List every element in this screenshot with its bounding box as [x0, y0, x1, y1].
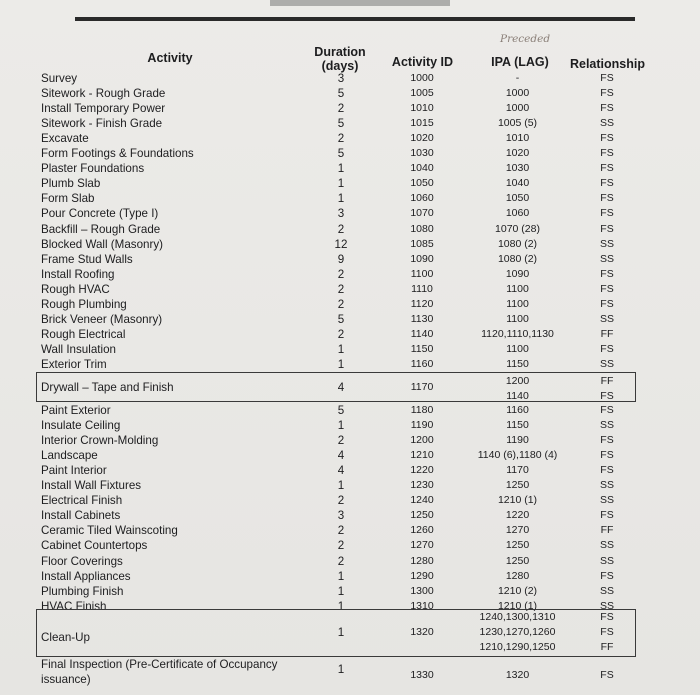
table-row — [0, 87, 700, 102]
activity-name: Plaster Foundations — [41, 162, 145, 176]
activity-name: Exterior Trim — [41, 357, 107, 371]
table-row — [0, 147, 700, 162]
relationship: SS — [599, 117, 614, 130]
relationship: FS — [600, 569, 614, 582]
activity-id: 1240 — [410, 494, 434, 507]
activity-name: Sitework - Finish Grade — [41, 117, 163, 131]
activity-id: 1110 — [411, 282, 433, 295]
activity-name: Frame Stud Walls — [41, 252, 133, 266]
activity-id: 1090 — [410, 252, 434, 265]
relationship: FS — [600, 404, 614, 416]
table-row-drywall: Drywall – Tape and Finish 4 1170 — [41, 381, 434, 394]
activity-name: Brick Veneer (Masonry) — [41, 312, 163, 326]
ipa-lag: 1210 (2) — [497, 584, 538, 597]
table-row-cleanup: Clean-Up 1 1320 — [41, 626, 434, 644]
table-row — [0, 464, 700, 479]
table-row — [0, 72, 700, 87]
activity-name: Cabinet Countertops — [41, 539, 148, 553]
table-row — [0, 343, 700, 358]
document-page: Activity Duration (days) Activity ID Preceded IPA (LAG) Relationship Survey 3 1000 - FS Sitework - Rough Grade 5 1005 1000 FS Install Temporary Power 2 1010 1000 FS Sitework - Finish Grade 5 1015 1005 (5) SS Excavate 2 1020 1010 FS Form Footings & Foundations 5 1030 1020 FS Plaster Foundations 1 1040 1030 FS Plumb Slab 1 1050 1040 FS Form Slab 1 1060 1050 FS Pour Concrete (Type I) 3 1070 1060 FS Backfill – Rough Grade 2 1080 1070 (28) FS Blocked Wall (Masonry) 12 1085 1080 (2) SS Frame Stud Walls 9 1090 1080 (2) SS Install Roofing 2 1100 1090 FS Rough HVAC 2 1110 1100 FS Rough Plumbing 2 1120 1100 FS Brick Veneer (Masonry) 5 1130 1100 SS Rough Electrical 2 1140 1120,1110,1130 FF Wall Insulation 1 1150 1100 FS Exterior Trim 1 1160 1150 SS Drywall – Tape and Finish 4 1170 1200 1140 FF FS Paint Exterior 5 1180 1160 FS Insulate Ceiling 1 1190 1150 SS Interior Crown-Molding 2 1200 1190 FS Landscape 4 1210 1140 (6),1180 (4) FS Paint Interior 4 1220 1170 FS Install Wall Fixtures 1 1230 1250 SS Electrical Finish 2 1240 1210 (1) SS Install Cabinets 3 1250 1220 FS Ceramic Tiled Wainscoting 2 1260 1270 FF Cabinet Countertops 2 1270 1250 SS Floor Coverings 2 1280 1250 SS Install Appliances 1 1290 1280 FS Plumbing Finish 1 1300 1210 (2) SS HVAC Finish 1 1310 1210 (1) SS Clean-Up 1 1320 1240,1300,1310 1230,1270,1260 1210,1290,1250 FS FS FF Final Inspection (Pre-Certificate of Occupancy issuance) 1 1330 1320 FS — [0, 0, 700, 695]
activity-name: Survey — [41, 72, 78, 85]
relationship: FS — [600, 87, 614, 100]
ipa-lag: 1100 — [506, 312, 529, 325]
activity-id: 1260 — [410, 524, 434, 537]
relationship: FS — [600, 267, 614, 280]
activity-id: 1030 — [410, 147, 434, 160]
relationship: FS — [600, 162, 614, 175]
activity-id: 1020 — [410, 132, 434, 145]
activity-id: 1160 — [410, 357, 434, 370]
relationship: SS — [599, 599, 614, 612]
duration: 4 — [337, 464, 345, 478]
ipa-lag: 1140 (6),1180 (4) — [477, 449, 558, 462]
relationship: SS — [599, 539, 614, 552]
duration: 2 — [337, 434, 345, 448]
duration: 1 — [337, 342, 345, 356]
ipa-lag: 1010 — [505, 132, 530, 145]
activity-id: 1290 — [410, 569, 434, 582]
activity-id: 1070 — [410, 207, 434, 220]
relationship: SS — [599, 494, 614, 507]
duration: 2 — [337, 554, 345, 568]
ipa-lag: 1220 — [505, 509, 530, 522]
relationship: SS — [599, 554, 614, 567]
table-row — [0, 570, 700, 585]
ipa-lag: 1030 — [505, 162, 530, 175]
relationship: SS — [599, 237, 614, 250]
ipa-lag: 1020 — [505, 147, 530, 160]
ipa-lag: 1190 — [506, 434, 529, 447]
duration: 2 — [337, 524, 345, 538]
relationship: SS — [599, 584, 614, 597]
ipa-lag: 1210 (1) — [497, 599, 538, 612]
duration: 1 — [337, 584, 345, 598]
activity-name: Rough Plumbing — [41, 297, 127, 311]
table-row — [0, 449, 700, 464]
header-ipa: IPA (LAG) — [491, 55, 549, 69]
duration: 2 — [337, 539, 345, 553]
table-row — [0, 313, 700, 328]
ipa-lag: 1160 — [506, 404, 529, 416]
duration: 2 — [337, 282, 345, 296]
activity-name: Install Wall Fixtures — [41, 479, 142, 493]
activity-id: 1310 — [410, 599, 434, 612]
relationship: SS — [599, 479, 614, 492]
activity-name: Install Cabinets — [41, 509, 121, 523]
activity-id: 1060 — [410, 192, 434, 205]
duration: 2 — [337, 297, 345, 311]
ipa-lag: 1060 — [505, 207, 530, 220]
activity-id: 1120 — [410, 297, 434, 310]
activity-id: 1150 — [410, 342, 434, 355]
cut-off-heading — [270, 0, 450, 6]
duration: 5 — [337, 147, 345, 161]
relationship: SS — [599, 357, 614, 370]
relationship: SS — [599, 312, 614, 325]
duration: 1 — [337, 177, 345, 191]
duration: 1 — [337, 192, 345, 206]
ipa-lag: 1150 — [506, 357, 529, 370]
activity-name: HVAC Finish — [41, 599, 107, 613]
header-activity-id: Activity ID — [391, 55, 454, 69]
ipa-lag: 1000 — [505, 87, 530, 100]
table-row — [0, 177, 700, 192]
activity-name: Wall Insulation — [41, 342, 116, 356]
activity-id: 1230 — [410, 479, 434, 492]
ipa-lag: 1080 (2) — [497, 237, 538, 250]
table-row — [0, 253, 700, 268]
ipa-lag: 1120,1110,1130 — [481, 327, 554, 340]
activity-name: Insulate Ceiling — [41, 419, 121, 433]
top-rule — [75, 17, 635, 21]
activity-name: Excavate — [41, 132, 89, 146]
table-row — [0, 207, 700, 222]
header-relationship: Relationship — [569, 57, 645, 71]
relationship: SS — [599, 419, 614, 432]
activity-id: 1000 — [410, 72, 434, 84]
table-row — [0, 404, 700, 419]
activity-name: Install Roofing — [41, 267, 115, 281]
activity-name: Plumbing Finish — [41, 584, 124, 598]
activity-name: Paint Interior — [41, 464, 107, 478]
activity-name: Floor Coverings — [41, 554, 123, 568]
ipa-lag: 1100 — [506, 297, 529, 310]
duration: 5 — [337, 404, 345, 417]
activity-id: 1010 — [410, 102, 434, 115]
ipa-lag: 1040 — [505, 177, 530, 190]
ipa-lag: 1170 — [506, 464, 529, 477]
table-row — [0, 132, 700, 147]
table-row — [0, 102, 700, 117]
activity-name: Form Slab — [41, 192, 95, 206]
header-activity: Activity — [147, 51, 193, 65]
relationship: FS — [600, 449, 614, 462]
ipa-lag: 1210 (1) — [497, 494, 538, 507]
activity-id: 1200 — [410, 434, 434, 447]
duration: 5 — [337, 117, 345, 131]
activity-id: 1220 — [410, 464, 434, 477]
relationship: FS — [600, 342, 614, 355]
activity-id: 1180 — [410, 404, 434, 416]
activity-name: Pour Concrete (Type I) — [41, 207, 159, 221]
table-row — [0, 524, 700, 539]
table-row — [0, 117, 700, 132]
duration: 3 — [337, 207, 345, 221]
relationship: SS — [599, 252, 614, 265]
duration: 4 — [337, 449, 345, 463]
relationship: FS — [600, 282, 614, 295]
duration: 12 — [334, 237, 348, 251]
ipa-lag: 1250 — [505, 479, 530, 492]
table-row — [0, 268, 700, 283]
ipa-lag: - — [515, 72, 520, 84]
table-row — [0, 328, 700, 343]
activity-name: Install Appliances — [41, 569, 131, 583]
ipa-lag: 1150 — [506, 419, 529, 432]
duration: 2 — [337, 102, 345, 116]
ipa-lag: 1250 — [505, 554, 530, 567]
activity-id: 1140 — [410, 327, 434, 340]
table-row — [0, 585, 700, 600]
table-row — [0, 479, 700, 494]
activity-id: 1300 — [410, 584, 434, 597]
activity-id: 1270 — [410, 539, 434, 552]
duration: 1 — [337, 599, 345, 613]
relationship: FS — [600, 509, 614, 522]
ipa-lag: 1250 — [505, 539, 530, 552]
duration: 1 — [337, 569, 345, 583]
activity-name: Ceramic Tiled Wainscoting — [41, 524, 178, 538]
activity-name: Plumb Slab — [41, 177, 101, 191]
table-row — [0, 539, 700, 554]
activity-id: 1015 — [410, 117, 434, 130]
relationship: FS — [600, 434, 614, 447]
relationship: FS — [600, 192, 614, 205]
table-row — [0, 162, 700, 177]
ipa-lag: 1270 — [505, 524, 530, 537]
activity-id: 1130 — [410, 312, 434, 325]
activity-id: 1190 — [410, 419, 434, 432]
relationship: FS — [600, 102, 614, 115]
activity-id: 1040 — [410, 162, 434, 175]
activity-name: Backfill – Rough Grade — [41, 222, 161, 236]
table-row — [0, 238, 700, 253]
ipa-lag: 1070 (28) — [495, 222, 540, 235]
activity-name: Electrical Finish — [41, 494, 123, 508]
activity-id: 1005 — [410, 87, 434, 100]
duration: 1 — [337, 162, 345, 176]
relationship: FS — [600, 177, 614, 190]
table-row — [0, 358, 700, 373]
table-row — [0, 555, 700, 570]
duration: 2 — [337, 327, 345, 341]
duration: 5 — [337, 312, 345, 326]
relationship: FS — [600, 132, 614, 145]
duration: 2 — [337, 222, 345, 236]
table-row — [0, 494, 700, 509]
ipa-lag: 1280 — [505, 569, 530, 582]
relationship: FS — [600, 297, 614, 310]
duration: 1 — [337, 479, 345, 493]
activity-id: 1210 — [410, 449, 434, 462]
duration: 9 — [337, 252, 345, 266]
header-duration: Duration (days) — [314, 45, 366, 73]
ipa-lag: 1005 (5) — [497, 117, 538, 130]
table-row-final-inspection: Final Inspection (Pre-Certificate of Occupancy issuance) 1 1330 1320 FS — [41, 658, 614, 686]
duration: 2 — [337, 267, 345, 281]
duration: 2 — [337, 494, 345, 508]
duration: 3 — [337, 72, 345, 85]
relationship: FF — [600, 524, 614, 537]
activity-name: Rough HVAC — [41, 282, 110, 296]
table-row — [0, 434, 700, 449]
ipa-lag: 1080 (2) — [497, 252, 538, 265]
duration: 3 — [337, 509, 345, 523]
ipa-lag: 1100 — [506, 282, 529, 295]
activity-name: Rough Electrical — [41, 327, 126, 341]
activity-id: 1085 — [410, 237, 434, 250]
activity-id: 1280 — [410, 554, 434, 567]
activity-name: Install Temporary Power — [41, 102, 166, 116]
activity-name: Interior Crown-Molding — [41, 434, 159, 448]
table-row — [0, 419, 700, 434]
activity-id: 1080 — [410, 222, 434, 235]
duration: 1 — [337, 419, 345, 433]
activity-id: 1050 — [410, 177, 434, 190]
handwritten-note: Preceded — [500, 33, 551, 45]
relationship: FF — [600, 327, 614, 340]
activity-id: 1100 — [410, 267, 434, 280]
activity-name: Paint Exterior — [41, 404, 111, 417]
relationship: FS — [600, 464, 614, 477]
activity-name: Form Footings & Foundations — [41, 147, 194, 161]
activity-id: 1250 — [410, 509, 434, 522]
activity-name: Sitework - Rough Grade — [41, 87, 166, 101]
duration: 2 — [337, 132, 345, 146]
ipa-lag: 1090 — [505, 267, 530, 280]
table-row — [0, 509, 700, 524]
table-row — [0, 223, 700, 238]
activity-name: Landscape — [41, 449, 98, 463]
activity-name: Blocked Wall (Masonry) — [41, 237, 163, 251]
relationship: FS — [600, 72, 614, 84]
ipa-lag: 1050 — [505, 192, 530, 205]
relationship: FS — [600, 222, 614, 235]
ipa-lag: 1000 — [505, 102, 530, 115]
table-row — [0, 283, 700, 298]
duration: 5 — [337, 87, 345, 101]
duration: 1 — [337, 357, 345, 371]
relationship: FS — [600, 207, 614, 220]
relationship: FS — [600, 147, 614, 160]
table-row — [0, 192, 700, 207]
ipa-lag: 1100 — [506, 342, 529, 355]
table-row — [0, 298, 700, 313]
